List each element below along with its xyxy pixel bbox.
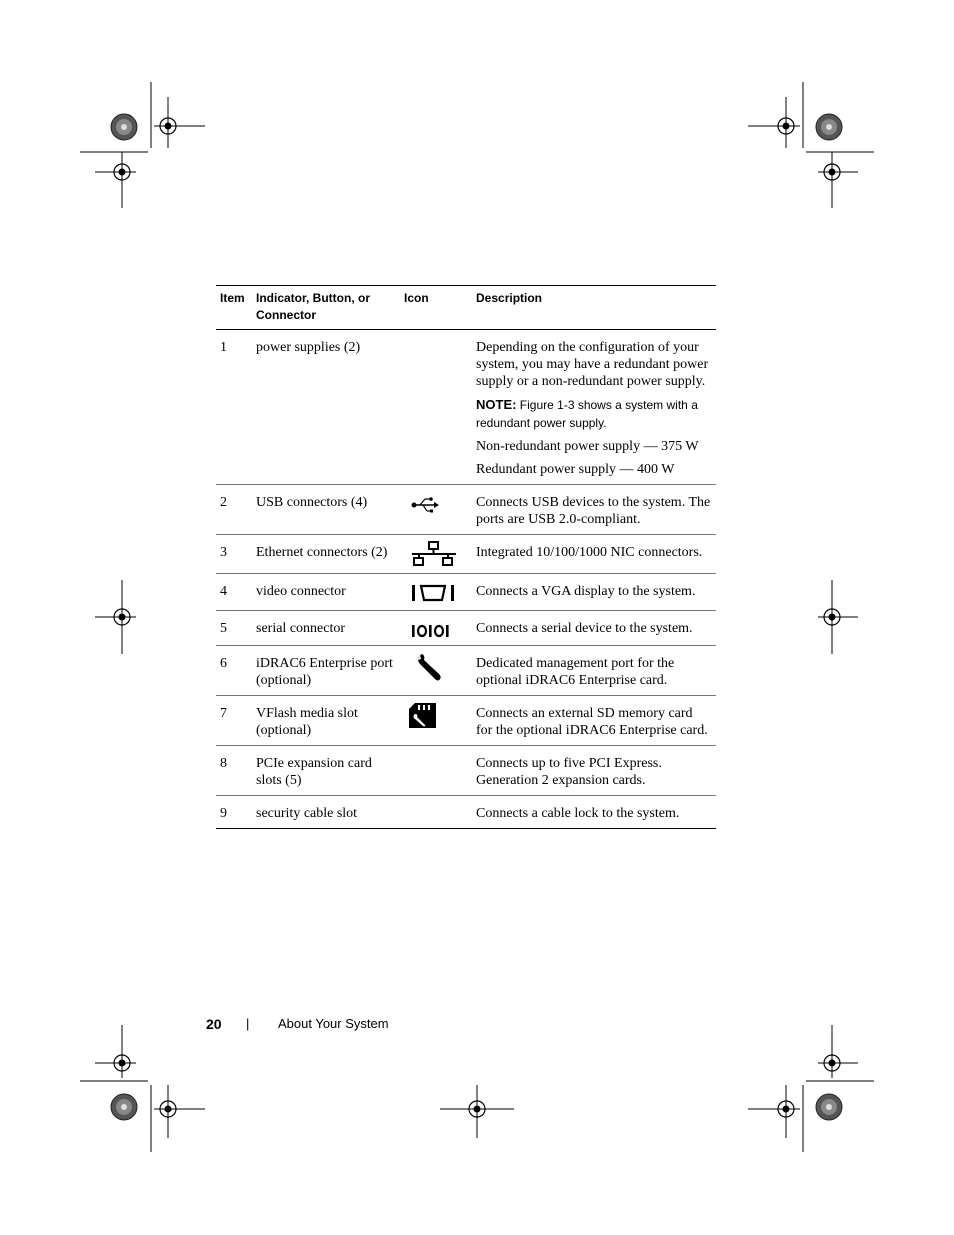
row-icon bbox=[400, 485, 472, 535]
starburst-icon bbox=[816, 1094, 842, 1120]
row-description: Integrated 10/100/1000 NIC connectors. bbox=[476, 545, 703, 560]
row-icon bbox=[400, 746, 472, 796]
row-description bbox=[472, 330, 716, 485]
row-icon bbox=[400, 696, 472, 746]
row-description: Dedicated management port for the optional iDRAC6 Enterprise card. bbox=[476, 656, 675, 688]
usb-icon bbox=[404, 494, 468, 516]
starburst-icon bbox=[111, 114, 137, 140]
table-row bbox=[216, 646, 716, 696]
row-name: serial connector bbox=[256, 621, 346, 636]
table-row bbox=[216, 485, 716, 535]
redundant-spec: Redundant power supply — 400 W bbox=[476, 462, 675, 477]
row-name: PCIe expansion card slots (5) bbox=[256, 756, 372, 788]
row-icon bbox=[400, 330, 472, 485]
row-description: Connects a serial device to the system. bbox=[476, 621, 693, 636]
sd-card-wrench-icon bbox=[404, 702, 468, 730]
page-number: 20 bbox=[206, 1016, 222, 1032]
registration-target-icon bbox=[154, 112, 182, 140]
registration-target-icon bbox=[772, 112, 800, 140]
header-icon: Icon bbox=[404, 291, 429, 305]
crop-mark-icon bbox=[80, 82, 205, 208]
crop-mark-icon bbox=[80, 1025, 205, 1152]
connector-table bbox=[216, 285, 716, 829]
crop-mark-icon bbox=[748, 82, 874, 208]
table-row bbox=[216, 535, 716, 574]
crop-mark-icon bbox=[748, 1025, 874, 1152]
non-redundant-spec: Non-redundant power supply — 375 W bbox=[476, 439, 699, 454]
row-name: video connector bbox=[256, 584, 346, 599]
row-description: Connects USB devices to the system. The ports are USB 2.0-compliant. bbox=[476, 495, 711, 527]
row-item: 4 bbox=[220, 584, 227, 599]
starburst-icon bbox=[816, 114, 842, 140]
note bbox=[476, 396, 712, 432]
row-icon bbox=[400, 574, 472, 611]
table-row bbox=[216, 796, 716, 829]
row-description: Connects a cable lock to the system. bbox=[476, 806, 680, 821]
description-text: Depending on the configuration of your system, you may have a redundant power supply or a non-redundant power supply. bbox=[476, 340, 709, 389]
registration-target-icon bbox=[154, 1095, 182, 1123]
registration-target-icon bbox=[108, 158, 136, 186]
row-icon bbox=[400, 646, 472, 696]
table-row bbox=[216, 574, 716, 611]
registration-target-icon bbox=[818, 158, 846, 186]
row-name: Ethernet connectors (2) bbox=[256, 545, 388, 560]
row-description: Connects a VGA display to the system. bbox=[476, 584, 696, 599]
wrench-icon bbox=[404, 652, 468, 682]
starburst-icon bbox=[111, 1094, 137, 1120]
row-description: Connects an external SD memory card for the optional iDRAC6 Enterprise card. bbox=[476, 706, 708, 738]
footer-separator: | bbox=[246, 1016, 250, 1031]
row-item: 1 bbox=[220, 340, 227, 355]
row-item: 5 bbox=[220, 621, 227, 636]
network-icon bbox=[404, 541, 468, 567]
row-name: VFlash media slot (optional) bbox=[256, 706, 358, 738]
row-item: 3 bbox=[220, 545, 227, 560]
registration-target-icon bbox=[463, 1095, 491, 1123]
row-icon bbox=[400, 611, 472, 646]
row-name: security cable slot bbox=[256, 806, 358, 821]
table-row bbox=[216, 746, 716, 796]
row-name: power supplies (2) bbox=[256, 340, 361, 355]
header-item: Item bbox=[220, 291, 245, 305]
registration-target-icon bbox=[108, 1049, 136, 1077]
row-item: 8 bbox=[220, 756, 227, 771]
row-item: 6 bbox=[220, 656, 227, 671]
note-text: Figure 1-3 shows a system with a redundant power supply. bbox=[476, 398, 698, 430]
row-item: 2 bbox=[220, 495, 227, 510]
row-description: Connects up to five PCI Express. Generation 2 expansion cards. bbox=[476, 756, 662, 788]
table-row bbox=[216, 696, 716, 746]
row-item: 7 bbox=[220, 706, 227, 721]
row-name: iDRAC6 Enterprise port (optional) bbox=[256, 656, 393, 688]
table-header-row bbox=[216, 286, 716, 330]
video-connector-icon bbox=[404, 582, 468, 604]
footer-section: About Your System bbox=[278, 1016, 389, 1031]
table-row bbox=[216, 611, 716, 646]
table-row bbox=[216, 330, 716, 485]
row-item: 9 bbox=[220, 806, 227, 821]
serial-connector-icon bbox=[404, 623, 468, 639]
registration-target-icon bbox=[818, 1049, 846, 1077]
row-icon bbox=[400, 535, 472, 574]
row-name: USB connectors (4) bbox=[256, 495, 368, 510]
header-description: Description bbox=[476, 291, 543, 305]
registration-target-icon bbox=[772, 1095, 800, 1123]
note-label: NOTE: bbox=[476, 397, 517, 412]
header-indicator: Indicator, Button, or Connector bbox=[256, 291, 370, 322]
row-icon bbox=[400, 796, 472, 829]
